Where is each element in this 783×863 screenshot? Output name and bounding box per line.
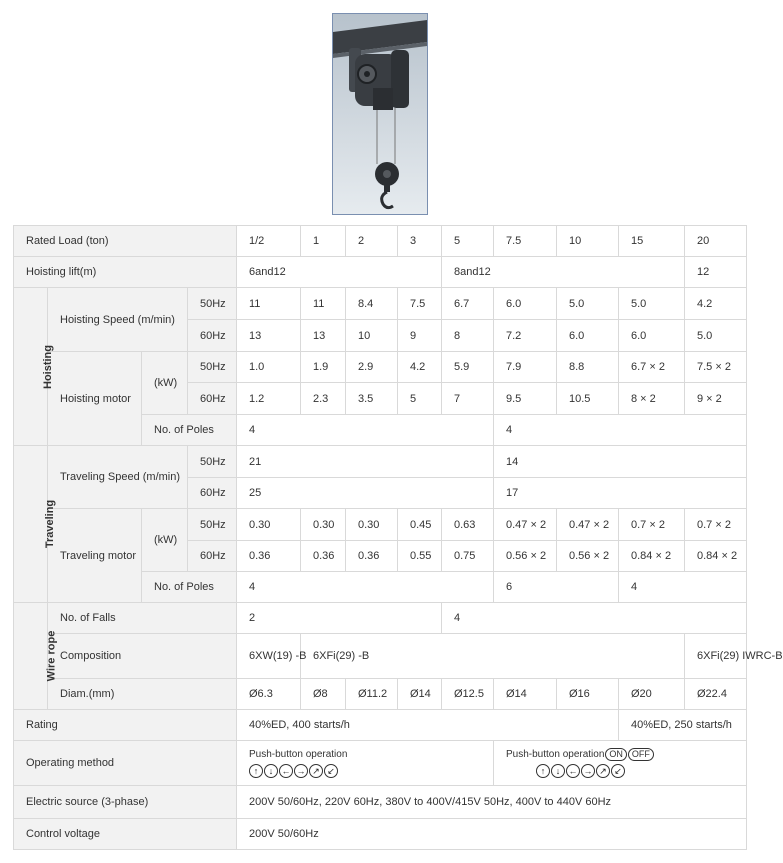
hoisting-poles-value: 4 — [494, 415, 747, 446]
traveling-motor-value: 0.30 — [301, 509, 346, 541]
diameter-row — [14, 679, 747, 710]
on-badge: ON — [605, 748, 627, 761]
traveling-motor-value: 0.45 — [398, 509, 442, 541]
arrow-right-icon: → — [294, 764, 308, 778]
hz-label: 60Hz — [188, 541, 237, 572]
diameter-value: Ø14 — [494, 679, 557, 710]
rated-load-value: 10 — [557, 226, 619, 257]
hoisting-motor-value: 9.5 — [494, 383, 557, 415]
operating-method-text: Push-button operation ON OFF — [506, 748, 746, 762]
operating-method-standard — [237, 741, 494, 786]
control-voltage-label: Control voltage — [14, 819, 237, 850]
traveling-speed-value: 14 — [494, 446, 747, 478]
arrow-up-icon: ↑ — [249, 764, 263, 778]
hoisting-motor-value: 2.9 — [346, 352, 398, 383]
hoisting-motor-value: 8 × 2 — [619, 383, 685, 415]
composition-value: 6XW(19) -B — [237, 634, 301, 679]
traveling-motor-value: 0.7 × 2 — [619, 509, 685, 541]
hoisting-speed-value: 6.7 — [442, 288, 494, 320]
hoisting-speed-value: 13 — [237, 320, 301, 352]
traveling-motor-value: 0.7 × 2 — [685, 509, 747, 541]
electric-source-row — [14, 786, 747, 819]
diameter-value: Ø22.4 — [685, 679, 747, 710]
hz-label: 50Hz — [188, 288, 237, 320]
traveling-motor-value: 0.75 — [442, 541, 494, 572]
diameter-value: Ø20 — [619, 679, 685, 710]
rated-load-value: 7.5 — [494, 226, 557, 257]
traveling-motor-50-row — [14, 509, 747, 541]
rated-load-value: 3 — [398, 226, 442, 257]
hz-label: 50Hz — [188, 509, 237, 541]
operating-row — [14, 741, 747, 786]
hoisting-motor-value: 7.9 — [494, 352, 557, 383]
hoisting-motor-value: 1.9 — [301, 352, 346, 383]
diameter-value: Ø11.2 — [346, 679, 398, 710]
arrow-down-icon: ↓ — [264, 764, 278, 778]
arrow-up-right-icon: ↗ — [309, 764, 323, 778]
hoisting-speed-value: 5.0 — [619, 288, 685, 320]
hoisting-motor-value: 9 × 2 — [685, 383, 747, 415]
traveling-speed-50-row — [14, 446, 747, 478]
hz-label: 50Hz — [188, 446, 237, 478]
hoisting-speed-value: 7.2 — [494, 320, 557, 352]
hz-label: 50Hz — [188, 352, 237, 383]
traveling-group-label: Traveling — [14, 446, 48, 603]
hoisting-motor-50-row — [14, 352, 747, 383]
control-voltage-row — [14, 819, 747, 850]
traveling-motor-value: 0.84 × 2 — [685, 541, 747, 572]
hz-label: 60Hz — [188, 383, 237, 415]
traveling-poles-value: 6 — [494, 572, 619, 603]
hoisting-speed-value: 5.0 — [685, 320, 747, 352]
hoisting-motor-value: 10.5 — [557, 383, 619, 415]
hoist-illustration — [333, 14, 427, 214]
hoisting-poles-value: 4 — [237, 415, 494, 446]
rating-value: 40%ED, 400 starts/h — [237, 710, 619, 741]
diameter-value: Ø8 — [301, 679, 346, 710]
traveling-motor-value: 0.30 — [237, 509, 301, 541]
arrow-left-icon: ← — [566, 764, 580, 778]
diameter-value: Ø12.5 — [442, 679, 494, 710]
hoisting-lift-label: Hoisting lift(m) — [14, 257, 237, 288]
rated-load-value: 5 — [442, 226, 494, 257]
off-badge: OFF — [628, 748, 654, 761]
hoisting-motor-value: 6.7 × 2 — [619, 352, 685, 383]
hoisting-speed-value: 8 — [442, 320, 494, 352]
operating-method-text: Push-button operation — [249, 749, 348, 760]
kw-label: (kW) — [142, 352, 188, 415]
arrow-up-icon: ↑ — [536, 764, 550, 778]
hoisting-speed-value: 11 — [237, 288, 301, 320]
hoisting-speed-value: 6.0 — [494, 288, 557, 320]
rated-load-value: 2 — [346, 226, 398, 257]
traveling-speed-value: 17 — [494, 478, 747, 509]
hoisting-speed-value: 13 — [301, 320, 346, 352]
hoisting-speed-value: 7.5 — [398, 288, 442, 320]
rating-value: 40%ED, 250 starts/h — [619, 710, 747, 741]
hoisting-speed-50-row — [14, 288, 747, 320]
hoisting-speed-value: 5.0 — [557, 288, 619, 320]
composition-label: Composition — [48, 634, 237, 679]
hoisting-speed-value: 8.4 — [346, 288, 398, 320]
traveling-motor-value: 0.55 — [398, 541, 442, 572]
rated-load-value: 20 — [685, 226, 747, 257]
hoisting-speed-label: Hoisting Speed (m/min) — [48, 288, 188, 352]
hoisting-motor-value: 8.8 — [557, 352, 619, 383]
rated-load-value: 1/2 — [237, 226, 301, 257]
direction-arrows — [536, 764, 626, 778]
traveling-poles-value: 4 — [237, 572, 494, 603]
diameter-value: Ø14 — [398, 679, 442, 710]
hoisting-speed-value: 10 — [346, 320, 398, 352]
hoisting-motor-label: Hoisting motor — [48, 352, 142, 446]
traveling-speed-value: 21 — [237, 446, 494, 478]
hoisting-motor-value: 5.9 — [442, 352, 494, 383]
composition-value: 6XFi(29) -B — [301, 634, 685, 679]
hoisting-motor-value: 1.0 — [237, 352, 301, 383]
falls-value: 2 — [237, 603, 442, 634]
diameter-value: Ø6.3 — [237, 679, 301, 710]
falls-label: No. of Falls — [48, 603, 237, 634]
rated-load-row — [14, 226, 747, 257]
traveling-speed-value: 25 — [237, 478, 494, 509]
traveling-motor-value: 0.36 — [237, 541, 301, 572]
traveling-speed-label: Traveling Speed (m/min) — [48, 446, 188, 509]
rating-label: Rating — [14, 710, 237, 741]
traveling-motor-value: 0.36 — [346, 541, 398, 572]
diameter-label: Diam.(mm) — [48, 679, 237, 710]
hoisting-motor-value: 3.5 — [346, 383, 398, 415]
rated-load-value: 15 — [619, 226, 685, 257]
hoisting-lift-value: 6and12 — [237, 257, 442, 288]
traveling-motor-value: 0.30 — [346, 509, 398, 541]
falls-value: 4 — [442, 603, 747, 634]
composition-row — [14, 634, 747, 679]
arrow-down-left-icon: ↙ — [324, 764, 338, 778]
arrow-down-left-icon: ↙ — [611, 764, 625, 778]
operating-label: Operating method — [14, 741, 237, 786]
hoisting-lift-row — [14, 257, 747, 288]
hoisting-motor-value: 4.2 — [398, 352, 442, 383]
direction-arrows — [249, 764, 339, 778]
specification-table — [13, 225, 783, 850]
traveling-motor-value: 0.56 × 2 — [494, 541, 557, 572]
hoisting-group-label: Hoisting — [14, 288, 48, 446]
hoisting-speed-value: 11 — [301, 288, 346, 320]
falls-row — [14, 603, 747, 634]
hoisting-motor-value: 7.5 × 2 — [685, 352, 747, 383]
traveling-motor-value: 0.56 × 2 — [557, 541, 619, 572]
hoisting-speed-value: 6.0 — [557, 320, 619, 352]
hoist-photo — [332, 13, 428, 215]
traveling-motor-value: 0.36 — [301, 541, 346, 572]
traveling-motor-value: 0.84 × 2 — [619, 541, 685, 572]
arrow-down-icon: ↓ — [551, 764, 565, 778]
hoisting-motor-value: 7 — [442, 383, 494, 415]
hoisting-lift-value: 8and12 — [442, 257, 685, 288]
traveling-motor-label: Traveling motor — [48, 509, 142, 603]
hoisting-speed-value: 6.0 — [619, 320, 685, 352]
traveling-motor-value: 0.47 × 2 — [557, 509, 619, 541]
traveling-motor-value: 0.63 — [442, 509, 494, 541]
arrow-left-icon: ← — [279, 764, 293, 778]
arrow-right-icon: → — [581, 764, 595, 778]
control-voltage-value: 200V 50/60Hz — [237, 819, 747, 850]
rated-load-label: Rated Load (ton) — [14, 226, 237, 257]
poles-label: No. of Poles — [142, 415, 237, 446]
operating-method-onoff — [494, 741, 747, 786]
arrow-up-right-icon: ↗ — [596, 764, 610, 778]
hoisting-lift-value: 12 — [685, 257, 747, 288]
rated-load-value: 1 — [301, 226, 346, 257]
hz-label: 60Hz — [188, 320, 237, 352]
hoisting-speed-value: 9 — [398, 320, 442, 352]
rating-row — [14, 710, 747, 741]
hoisting-motor-value: 5 — [398, 383, 442, 415]
kw-label: (kW) — [142, 509, 188, 572]
electric-source-label: Electric source (3-phase) — [14, 786, 237, 819]
hoisting-motor-value: 2.3 — [301, 383, 346, 415]
traveling-poles-value: 4 — [619, 572, 747, 603]
electric-source-value: 200V 50/60Hz, 220V 60Hz, 380V to 400V/415V 50Hz, 400V to 440V 60Hz — [237, 786, 747, 819]
hoisting-motor-value: 1.2 — [237, 383, 301, 415]
hz-label: 60Hz — [188, 478, 237, 509]
traveling-motor-value: 0.47 × 2 — [494, 509, 557, 541]
composition-value: 6XFi(29) IWRC-B — [685, 634, 747, 679]
wire-rope-group-label: Wire rope — [14, 603, 48, 710]
hoisting-speed-value: 4.2 — [685, 288, 747, 320]
diameter-value: Ø16 — [557, 679, 619, 710]
poles-label: No. of Poles — [142, 572, 237, 603]
